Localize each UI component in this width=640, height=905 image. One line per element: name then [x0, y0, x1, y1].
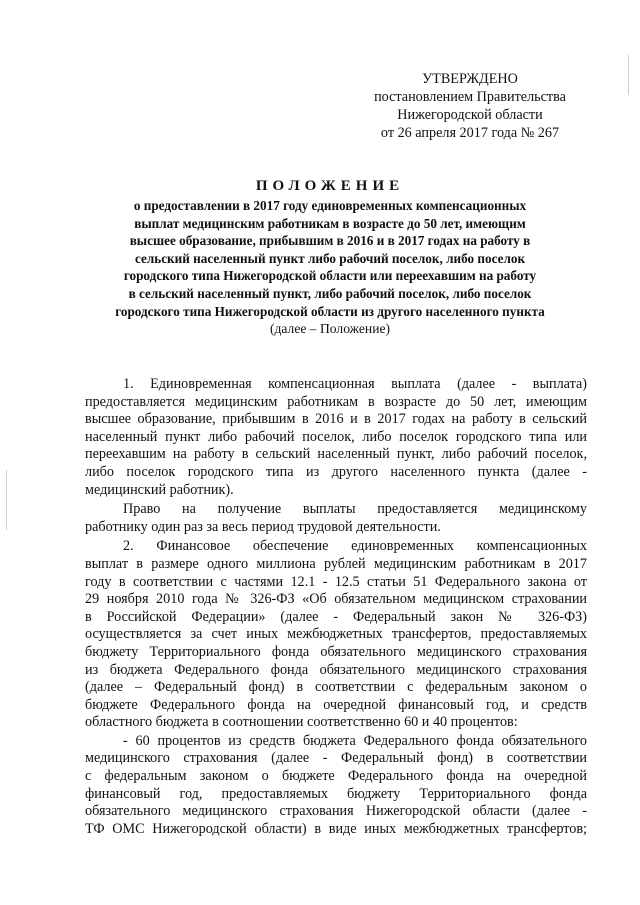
paragraph-line: либо поселок городского типа из другого населенного пункта (далее -: [85, 463, 587, 480]
paragraph-2: [85, 538, 587, 732]
subject-line: городского типа Нижегородской области или переехавшим на работу: [123, 268, 537, 284]
paragraph-line: из бюджета Федерального фонда обязательного медицинского страхования: [85, 661, 587, 678]
subject-line: городского типа Нижегородской области из другого населенного пункта: [115, 303, 545, 319]
subject-line: сельский населенный пункт либо рабочий поселок, либо поселок: [134, 250, 526, 266]
paragraph-line: финансовый год, предоставляемых бюджету Территориального фонда: [85, 785, 587, 802]
document-subject: [80, 197, 580, 320]
paragraph-line: медицинский работник).: [85, 481, 234, 498]
approval-date: от 26 апреля 2017 года № 267: [380, 125, 560, 141]
paragraph-1: [85, 376, 587, 499]
paragraph-line: 29 ноября 2010 года № 326-ФЗ «Об обязательном медицинском страховании: [85, 591, 587, 608]
paragraph-right: [85, 501, 587, 536]
paragraph-line: высшее образование, прибывшим в 2016 и в 2017 годах на работу в сельский: [85, 411, 587, 428]
paragraph-line: обязательного медицинского страхования Нижегородской области (далее -: [85, 803, 587, 820]
paragraph-line: бюджету Территориального фонда обязательного медицинского страхования: [85, 643, 587, 660]
paragraph-line: населенный пункт либо рабочий поселок, либо поселок городского типа или: [85, 428, 587, 445]
paragraph-list-item: [85, 733, 587, 839]
subject-line: о предоставлении в 2017 году единовременных компенсационных: [133, 198, 527, 213]
paragraph-line: ТФ ОМС Нижегородской области) в виде иных межбюджетных трансфертов;: [85, 820, 587, 837]
paragraph-line: выплат в размере одного миллиона рублей медицинским работникам в 2017: [85, 555, 587, 572]
paragraph-line: (далее – Федеральный фонд) в соответствии с федеральным законом о: [85, 679, 587, 696]
paragraph-line: бюджете Федерального фонда на очередной финансовый год, и средств: [85, 696, 587, 713]
document-title: ПОЛОЖЕНИЕ: [255, 178, 405, 194]
paragraph-line: году в соответствии с частями 12.1 - 12.5 статьи 51 Федерального закона от: [85, 573, 587, 590]
short-name: (далее – Положение): [269, 321, 391, 337]
title-block: [80, 176, 580, 338]
paragraph-line: медицинского страхования (далее - Федеральный фонд) в соответствии: [85, 750, 587, 767]
paragraph-line: 1. Единовременная компенсационная выплата (далее - выплата): [123, 376, 587, 392]
paragraph-line: предоставляется медицинским работникам в возрасте до 50 лет, имеющим: [85, 393, 587, 410]
approval-stamp: [355, 70, 585, 142]
paragraph-line: областного бюджета в соотношении соответственно 60 и 40 процентов:: [85, 714, 518, 731]
scan-edge-mark: [628, 55, 629, 95]
paragraph-line: в Российской Федерации» (далее - Федеральный закон № 326-ФЗ): [85, 608, 587, 625]
document-body: [85, 376, 587, 838]
subject-line: выплат медицинским работникам в возрасте до 50 лет, имеющим: [134, 215, 526, 231]
paragraph-line: с федеральным законом о бюджете Федерального фонда на очередной: [85, 768, 587, 785]
approval-heading: УТВЕРЖДЕНО: [422, 71, 518, 87]
subject-line: высшее образование, прибывшим в 2016 и в 2017 годах на работу в: [129, 233, 531, 249]
approval-line: Нижегородской области: [397, 107, 543, 123]
approval-line: постановлением Правительства: [374, 89, 566, 105]
paragraph-line: Право на получение выплаты предоставляется медицинскому: [123, 501, 587, 518]
paragraph-line: работнику один раз за весь период трудовой деятельности.: [85, 518, 441, 535]
subject-line: в сельский населенный пункт, либо рабочий поселок, либо поселок: [128, 285, 532, 301]
scan-edge-mark: [6, 470, 7, 530]
paragraph-line: - 60 процентов из средств бюджета Федерального фонда обязательного: [123, 732, 587, 749]
paragraph-line: 2. Финансовое обеспечение единовременных компенсационных: [123, 538, 587, 555]
paragraph-line: переехавшим на работу в сельский населенный пункт, либо рабочий поселок,: [85, 446, 587, 463]
paragraph-line: осуществляется за счет иных межбюджетных трансфертов, предоставляемых: [85, 626, 587, 643]
